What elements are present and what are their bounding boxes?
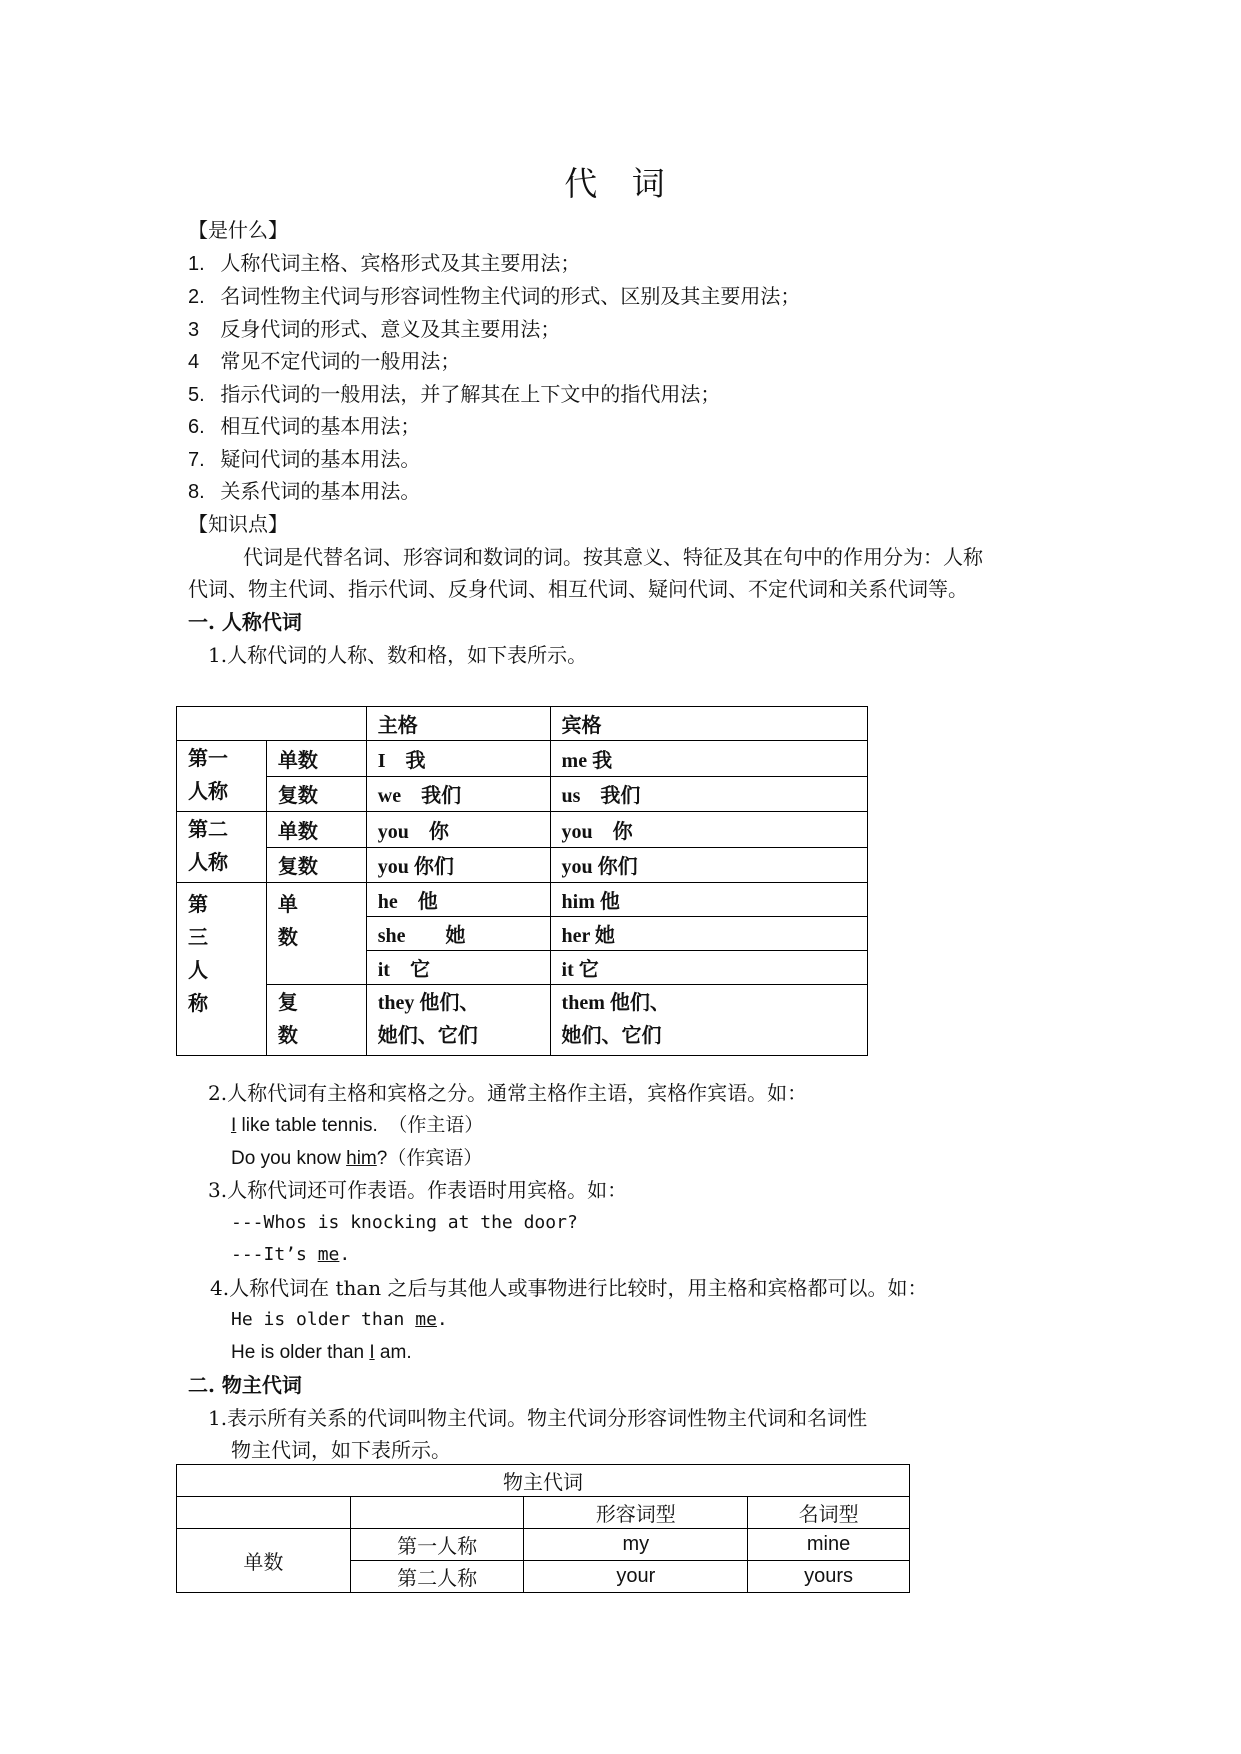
table-cell: 复数 xyxy=(266,847,366,883)
table-cell: you 你们 xyxy=(550,847,867,883)
list-item: 2. 名词性物主代词与形容词性物主代词的形式、区别及其主要用法； xyxy=(188,284,801,308)
table-row xyxy=(177,1529,910,1561)
table-cell: 第二 人称 xyxy=(177,812,267,883)
table-row xyxy=(177,707,868,741)
table-cell: 第一人称 xyxy=(350,1529,524,1561)
table-cell: mine xyxy=(748,1529,910,1561)
table-cell: them 他们、 她们、它们 xyxy=(550,985,867,1056)
list-item: 8. 关系代词的基本用法。 xyxy=(188,479,421,503)
intro-paragraph-line-2: 代词、物主代词、指示代词、反身代词、相互代词、疑问代词、不定代词和关系代词等。 xyxy=(188,577,968,601)
table-row xyxy=(177,847,868,883)
table-cell: your xyxy=(524,1561,748,1593)
table-cell xyxy=(177,1497,351,1529)
table-cell: we 我们 xyxy=(366,776,550,812)
part1-paragraph-1: 1.人称代词的人称、数和格，如下表所示。 xyxy=(208,643,588,667)
list-item: 7. 疑问代词的基本用法。 xyxy=(188,447,421,471)
part1-paragraph-4: 4.人称代词在 than 之后与其他人或事物进行比较时，用主格和宾格都可以。如： xyxy=(210,1276,928,1300)
table-cell: you 你们 xyxy=(366,847,550,883)
table-cell: he 他 xyxy=(366,883,550,917)
part2-paragraph-1-line-1: 1.表示所有关系的代词叫物主代词。物主代词分形容词性物主代词和名词性 xyxy=(208,1406,868,1430)
table-cell: it 它 xyxy=(366,951,550,985)
table-cell: my xyxy=(524,1529,748,1561)
table-cell: yours xyxy=(748,1561,910,1593)
part2-paragraph-1-line-2: 物主代词，如下表所示。 xyxy=(231,1438,451,1462)
personal-pronoun-table xyxy=(176,706,868,1056)
example-sentence: He is older than me. xyxy=(231,1309,448,1330)
part1-paragraph-2: 2.人称代词有主格和宾格之分。通常主格作主语，宾格作宾语。如： xyxy=(208,1081,808,1105)
table-header-cell: 名词型 xyxy=(748,1497,910,1529)
table-row xyxy=(177,776,868,812)
section-heading-what: 【是什么】 xyxy=(188,218,288,242)
possessive-pronoun-table xyxy=(176,1464,910,1593)
table-cell: 第二人称 xyxy=(350,1561,524,1593)
table-cell xyxy=(177,707,367,741)
table-cell xyxy=(350,1497,524,1529)
table-cell: her 她 xyxy=(550,917,867,951)
table-row xyxy=(177,883,868,917)
example-sentence: ---It’s me. xyxy=(231,1244,351,1265)
table-row xyxy=(177,812,868,848)
table-cell: they 他们、 她们、它们 xyxy=(366,985,550,1056)
example-sentence: He is older than I am. xyxy=(231,1342,412,1363)
table-row xyxy=(177,985,868,1056)
table-cell: 第一 人称 xyxy=(177,741,267,812)
table-cell: 单数 xyxy=(266,812,366,848)
section-heading-knowledge: 【知识点】 xyxy=(188,512,288,536)
table-cell: 单数 xyxy=(177,1529,351,1593)
part1-paragraph-3: 3.人称代词还可作表语。作表语时用宾格。如： xyxy=(208,1178,628,1202)
table-cell: you 你 xyxy=(550,812,867,848)
table-caption-cell: 物主代词 xyxy=(177,1465,910,1497)
table-row xyxy=(177,1497,910,1529)
example-sentence: Do you know him?（作宾语） xyxy=(231,1147,483,1169)
table-header-cell: 宾格 xyxy=(550,707,867,741)
table-cell: 复数 xyxy=(266,776,366,812)
table-cell: 第 三 人 称 xyxy=(177,883,267,1056)
page-title: 代 词 xyxy=(564,164,677,203)
table-cell: 单数 xyxy=(266,741,366,777)
table-cell: 单 数 xyxy=(266,883,366,985)
table-cell: you 你 xyxy=(366,812,550,848)
list-item: 4 常见不定代词的一般用法； xyxy=(188,349,461,373)
table-cell: him 他 xyxy=(550,883,867,917)
part1-heading: 一. 人称代词 xyxy=(188,610,302,634)
example-sentence: I like table tennis. （作主语） xyxy=(231,1114,484,1136)
table-header-cell: 主格 xyxy=(366,707,550,741)
list-item: 1. 人称代词主格、宾格形式及其主要用法； xyxy=(188,251,581,275)
table-cell: it 它 xyxy=(550,951,867,985)
intro-paragraph-line-1: 代词是代替名词、形容词和数词的词。按其意义、特征及其在句中的作用分为：人称 xyxy=(243,545,983,569)
example-sentence: ---Whos is knocking at the door? xyxy=(231,1212,578,1233)
table-cell: I 我 xyxy=(366,741,550,777)
list-item: 3 反身代词的形式、意义及其主要用法； xyxy=(188,317,561,341)
table-row xyxy=(177,741,868,777)
table-row xyxy=(177,1465,910,1497)
list-item: 6. 相互代词的基本用法； xyxy=(188,414,421,438)
table-cell: us 我们 xyxy=(550,776,867,812)
table-cell: she 她 xyxy=(366,917,550,951)
table-cell: 复 数 xyxy=(266,985,366,1056)
table-header-cell: 形容词型 xyxy=(524,1497,748,1529)
part2-heading: 二. 物主代词 xyxy=(188,1373,302,1397)
list-item: 5. 指示代词的一般用法，并了解其在上下文中的指代用法； xyxy=(188,382,721,406)
table-cell: me 我 xyxy=(550,741,867,777)
